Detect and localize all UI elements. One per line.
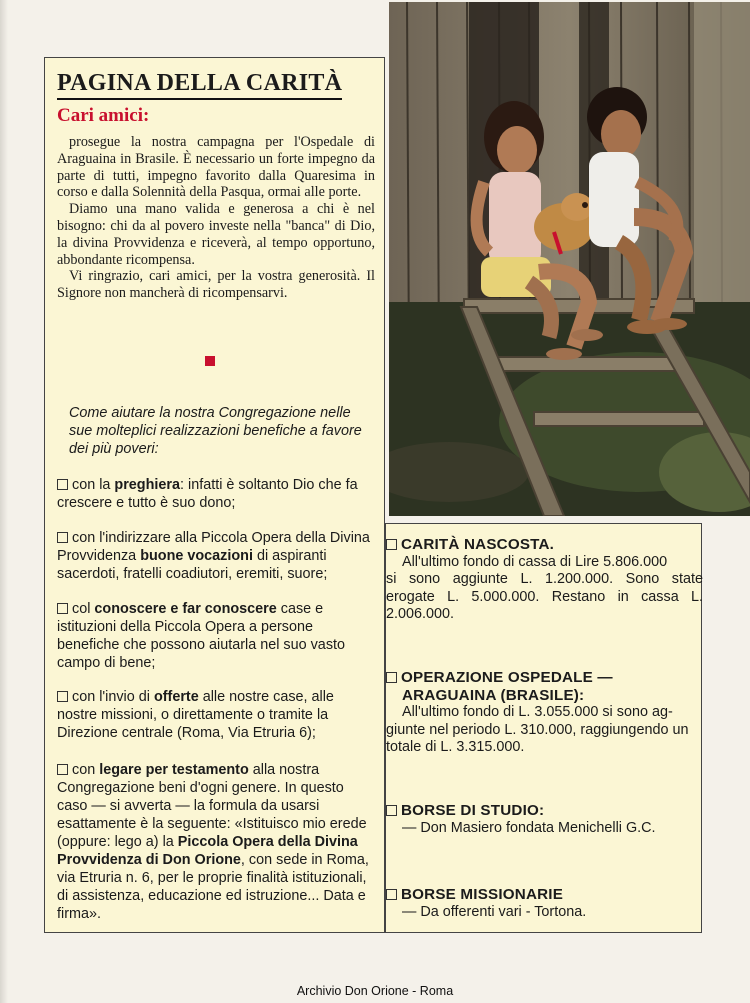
funds-report-panel	[385, 523, 702, 933]
hidden-charity-section	[386, 536, 703, 624]
intro-paragraph: Vi ringrazio, cari amici, per la vostra generosità. Il Signore non mancherà di ricompensarvi.	[57, 268, 375, 302]
checkbox-icon	[57, 603, 68, 614]
checkbox-icon	[386, 805, 397, 816]
checkbox-icon	[386, 889, 397, 900]
study-grants-text: — Don Masiero fondata Menichelli G.C.	[402, 819, 656, 836]
hidden-charity-line2: si sono aggiunte L. 1.200.000. Sono state erogate L. 5.000.000. Restano in cassa L. 2.006.000.	[386, 571, 703, 622]
hospital-line1: All'ultimo fondo di L. 3.055.000 si sono ag-	[402, 704, 673, 720]
help-way-prayer: con la preghiera: infatti è soltanto Dio che fa crescere e tutto è suo dono;	[57, 477, 358, 511]
mission-grants-section	[386, 886, 703, 921]
intro-paragraph: prosegue la nostra campagna per l'Ospedale di Araguaina in Brasile. È necessario un forte impegno da parte di tutti, impegno favorito dalla Quaresima in corso e dalla Solennità della Pasqua, ormai alle porte.	[57, 134, 375, 201]
study-grants-heading: BORSE DI STUDIO:	[401, 802, 545, 819]
hospital-line2: giunte nel periodo L. 310.000, raggiungendo un totale di L. 3.315.000.	[386, 721, 689, 755]
checkbox-icon	[57, 764, 68, 775]
intro-paragraph: Diamo una mano valida e generosa a chi è nel bisogno: chi da al povero investe nella "banca" di Dio, la divina Provvidenza e riceverà, al tempo opportuno, abbondante ricompensa.	[57, 201, 375, 268]
help-way-offers: con l'invio di offerte alle nostre case, alle nostre missioni, o direttamente o tramite la Direzione centrale (Roma, Via Etruria 6);	[57, 689, 334, 741]
help-way-knowledge: col conoscere e far conoscere case e istituzioni della Piccola Opera a persone benefiche che possono aiutarla nel suo vasto campo di bene;	[57, 601, 346, 671]
mission-grants-heading: BORSE MISSIONARIE	[401, 886, 564, 903]
page-edge-shadow	[0, 0, 8, 1003]
checkbox-icon	[57, 532, 68, 543]
checkbox-icon	[386, 672, 397, 683]
checkbox-icon	[57, 691, 68, 702]
hidden-charity-line1: All'ultimo fondo di cassa di Lire 5.806.000	[402, 553, 668, 570]
checkbox-icon	[386, 539, 397, 550]
salutation: Cari amici:	[57, 105, 150, 126]
help-way-testament: con legare per testamento alla nostra Congregazione beni d'ogni genere. In questo caso — si avverta — la formula da usarsi esattamente è la seguente: «Istituisco mio erede (oppure: lego a) la Piccola Opera della Divina Provvidenza di Don Orione, con sede in Roma, via Etruria n. 6, per le proprie finalità istituzionali, di assistenza, educazione ed istruzione... Data e firma».	[57, 762, 369, 922]
help-intro: Come aiutare la nostra Congregazione nelle sue molteplici realizzazioni benefiche a favore dei più poveri:	[69, 405, 362, 457]
hospital-heading: OPERAZIONE OSPEDALE —	[401, 669, 613, 686]
charity-page-panel	[44, 57, 385, 933]
page-title: PAGINA DELLA CARITÀ	[57, 70, 342, 100]
hospital-heading-location: ARAGUAINA (BRASILE):	[402, 686, 585, 704]
archive-footer: Archivio Don Orione - Roma	[296, 984, 454, 998]
checkbox-icon	[57, 479, 68, 490]
hospital-operation-section	[386, 669, 703, 757]
intro-letter	[57, 134, 375, 302]
mission-grants-text: — Da offerenti vari - Tortona.	[402, 903, 587, 920]
photo-children-on-steps	[389, 2, 750, 516]
red-square-divider	[205, 356, 215, 366]
study-grants-section	[386, 802, 703, 837]
hidden-charity-heading: CARITÀ NASCOSTA.	[401, 536, 555, 553]
help-way-vocations: con l'indirizzare alla Piccola Opera della Divina Provvidenza buone vocazioni di aspiranti sacerdoti, fratelli coadiutori, eremiti, suore;	[57, 530, 370, 582]
